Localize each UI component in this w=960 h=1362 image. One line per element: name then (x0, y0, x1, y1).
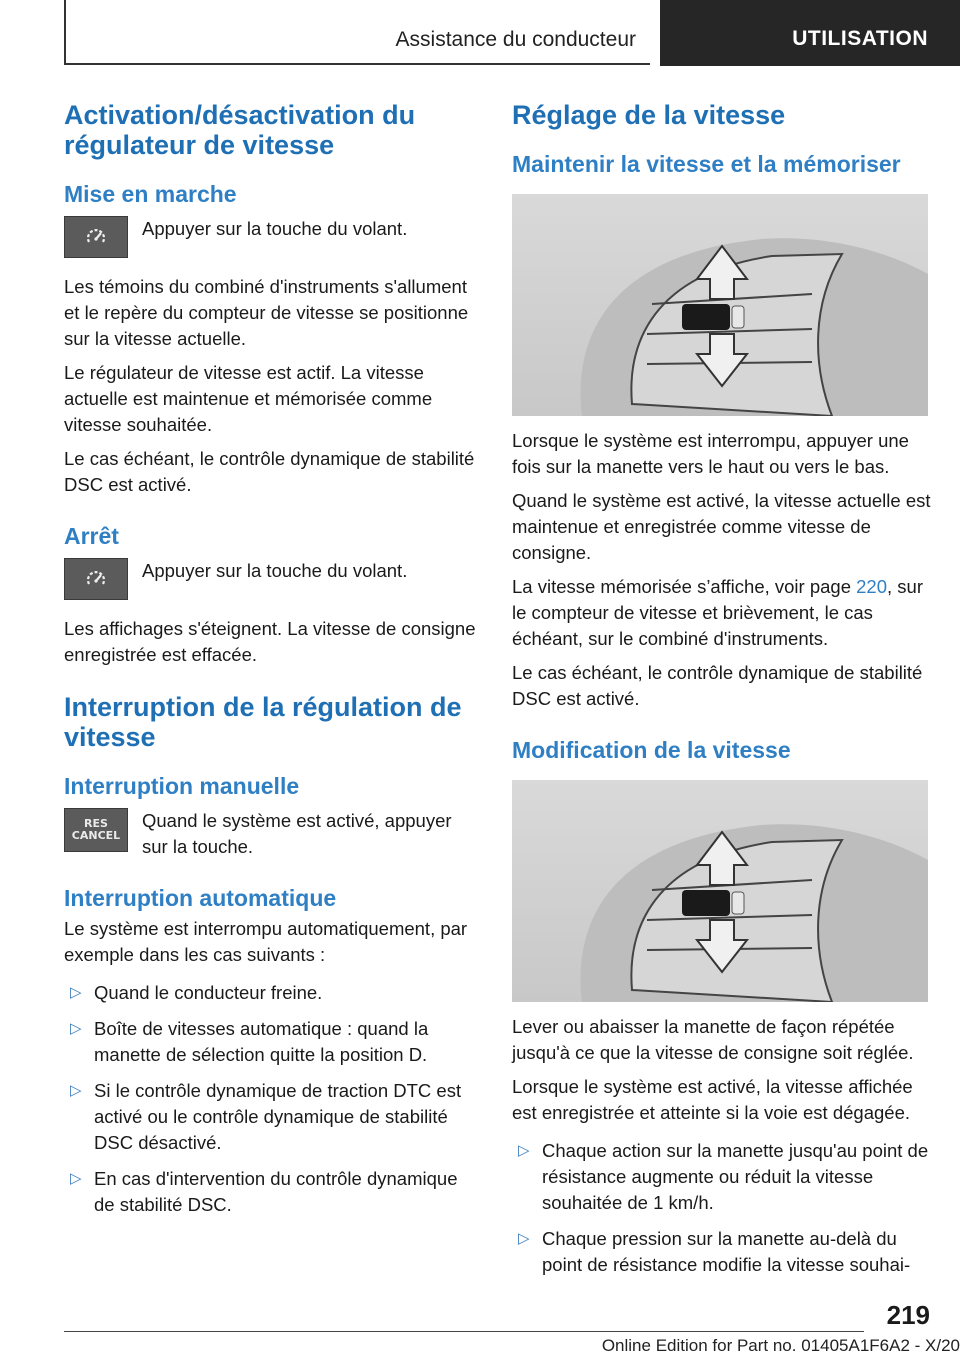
auto-interrupt-list (64, 980, 478, 1218)
off-instruction-text: Appuyer sur la touche du volant. (142, 560, 408, 581)
manual-instruction-text: Quand le système est activé, appuyer sur la touche. (142, 810, 452, 857)
triangle-bullet-icon: ▷ (70, 984, 82, 1001)
paragraph: Les affichages s'éteignent. La vitesse de consigne enregistrée est effacée. (64, 618, 476, 665)
paragraph: Quand le système est activé, la vitesse actuelle est maintenue et enregistrée comme vitesse de consigne. (512, 490, 931, 563)
cruise-control-button-icon (64, 216, 128, 258)
header-chapter-tab[interactable] (660, 0, 960, 66)
paragraph: Le cas échéant, le contrôle dynamique de stabilité DSC est activé. (512, 662, 923, 709)
cancel-label: CANCEL (71, 829, 121, 842)
heading-mise-en-marche: Mise en marche (64, 181, 237, 207)
cruise-control-button-icon (64, 558, 128, 600)
header-rule-vertical (64, 0, 66, 64)
heading-activation: Activation/désactivation du régulateur de vitesse (64, 100, 416, 160)
triangle-bullet-icon: ▷ (518, 1230, 530, 1247)
paragraph: Lorsque le système est activé, la vitesse affichée est enregistrée et atteinte si la voie est dégagée. (512, 1076, 913, 1123)
heading-maintenir: Maintenir la vitesse et la mémoriser (512, 151, 901, 177)
steering-wheel-rocker-photo (512, 780, 928, 1002)
paragraph: Le régulateur de vitesse est actif. La vitesse actuelle est maintenue et mémorisée comme vitesse souhaitée. (64, 362, 433, 435)
res-cancel-button-icon (64, 808, 128, 852)
paragraph: Lever ou abaisser la manette de façon répétée jusqu'à ce que la vitesse de consigne soit réglée. (512, 1016, 914, 1063)
header-chapter-label: UTILISATION (792, 27, 928, 50)
footer-rule (64, 1331, 864, 1332)
list-item: ▷ Chaque pression sur la manette au-delà du point de résistance modifie la vitesse souhai- (518, 1228, 911, 1275)
speed-change-list (512, 1138, 932, 1278)
paragraph-with-page-ref: La vitesse mémorisée s’affiche, voir page 220, sur le compteur de vitesse et brièvement, le cas échéant, sur le combiné d'instruments. (512, 576, 923, 649)
paragraph: Le système est interrompu automatiquement, par exemple dans les cas suivants : (64, 918, 468, 965)
paragraph: Le cas échéant, le contrôle dynamique de stabilité DSC est activé. (64, 448, 475, 495)
list-item: ▷ En cas d'intervention du contrôle dynamique de stabilité DSC. (70, 1168, 458, 1215)
header-section-title: Assistance du conducteur (395, 28, 636, 51)
manual-instruction (64, 808, 478, 860)
on-instruction (64, 216, 478, 258)
heading-arret: Arrêt (64, 523, 119, 549)
off-instruction (64, 558, 478, 600)
list-item: ▷ Boîte de vitesses automatique : quand la manette de sélection quitte la position D. (70, 1018, 429, 1065)
right-column (512, 100, 932, 1288)
steering-wheel-rocker-photo (512, 194, 928, 416)
list-item: ▷ Quand le conducteur freine. (64, 980, 478, 1006)
page-reference-link[interactable]: 220 (856, 576, 888, 597)
triangle-bullet-icon: ▷ (70, 1020, 82, 1037)
triangle-bullet-icon: ▷ (70, 1082, 82, 1099)
footer-edition: Online Edition for Part no. 01405A1F6A2 - X/20 (601, 1336, 960, 1355)
header-rule-horizontal (64, 63, 650, 65)
heading-modification: Modification de la vitesse (512, 737, 791, 763)
paragraph: Lorsque le système est interrompu, appuyer une fois sur la manette vers le haut ou vers le bas. (512, 430, 909, 477)
list-item: ▷ Chaque action sur la manette jusqu'au point de résistance augmente ou réduit la vitesse souhaitée de 1 km/h. (518, 1140, 929, 1213)
triangle-bullet-icon: ▷ (70, 1170, 82, 1187)
page-number: 219 (886, 1300, 930, 1330)
paragraph: Les témoins du combiné d'instruments s'allument et le repère du compteur de vitesse se positionne sur la vitesse actuelle. (64, 276, 469, 349)
heading-interruption: Interruption de la régulation de vitesse (64, 692, 462, 752)
triangle-bullet-icon: ▷ (518, 1142, 530, 1159)
on-instruction-text: Appuyer sur la touche du volant. (142, 218, 408, 239)
res-label: RES (84, 817, 108, 830)
list-item: ▷ Si le contrôle dynamique de traction DTC est activé ou le contrôle dynamique de stabilité DSC désactivé. (70, 1080, 462, 1153)
left-column (64, 100, 478, 1228)
heading-interruption-automatique: Interruption automatique (64, 885, 337, 911)
heading-interruption-manuelle: Interruption manuelle (64, 773, 300, 799)
heading-reglage: Réglage de la vitesse (512, 100, 786, 130)
